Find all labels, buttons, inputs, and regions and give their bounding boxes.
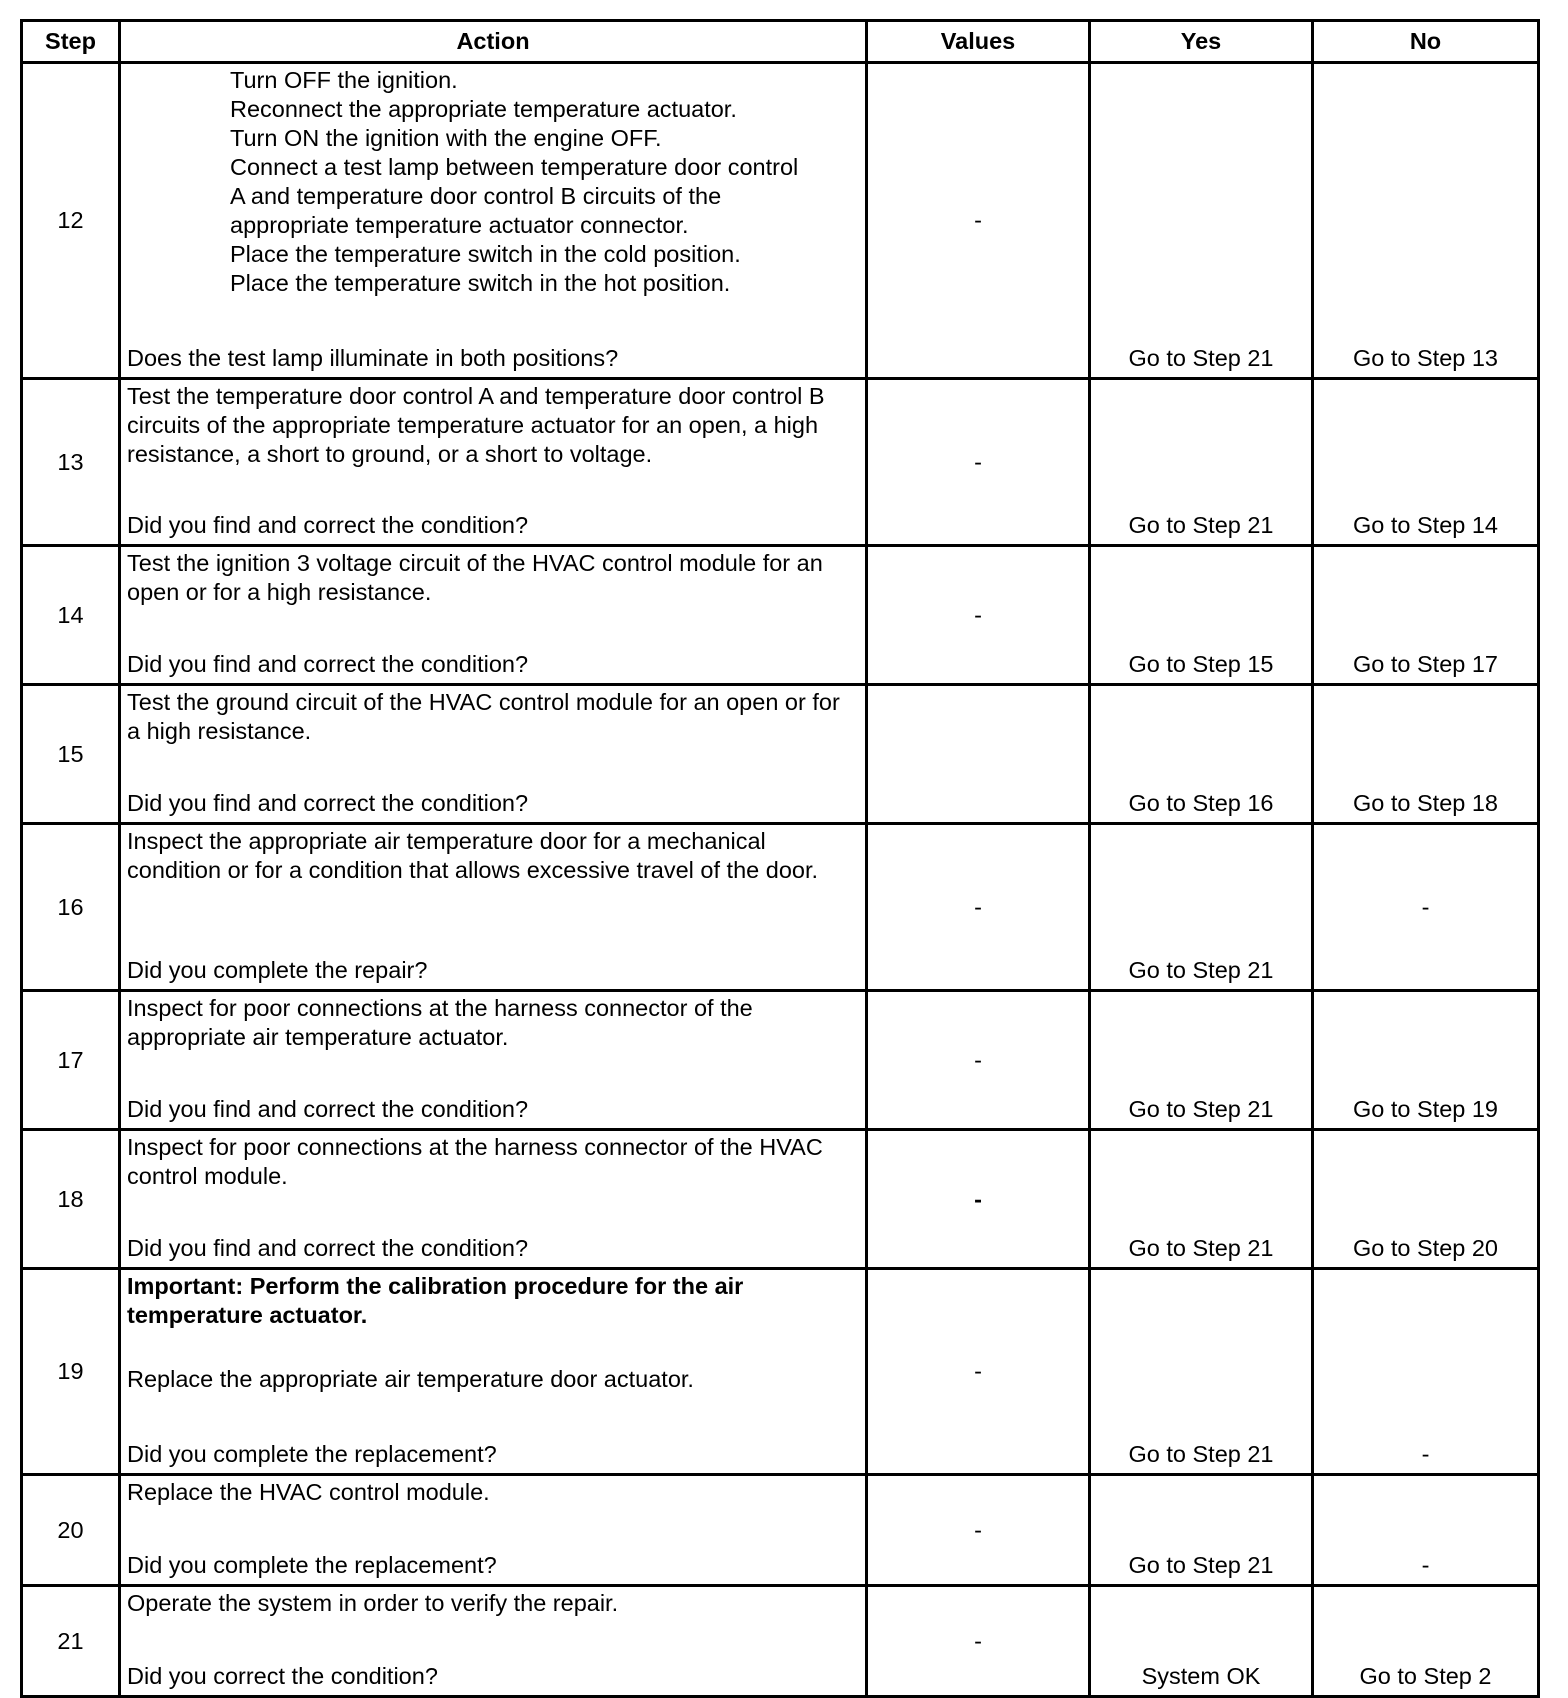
action-question: Does the test lamp illuminate in both positions? (127, 345, 619, 371)
table-row (22, 379, 1539, 546)
action-question: Did you find and correct the condition? (127, 1096, 529, 1122)
values-cell (867, 685, 1090, 824)
important-note: Important: Perform the calibration procedure for the air temperature actuator. (127, 1273, 744, 1328)
list-item: appropriate temperature actuator connector. (230, 212, 689, 238)
no-cell: Go to Step 17 (1313, 546, 1539, 685)
yes-cell: Go to Step 16 (1090, 685, 1313, 824)
list-item: Turn OFF the ignition. (230, 67, 458, 93)
action-question: Did you complete the repair? (127, 957, 428, 983)
no-cell: - (1313, 1475, 1539, 1586)
values-cell: - (867, 546, 1090, 685)
table-row (22, 685, 1539, 824)
values-cell: - (867, 63, 1090, 379)
yes-cell: Go to Step 21 (1090, 824, 1313, 991)
list-item: Reconnect the appropriate temperature actuator. (230, 96, 737, 122)
table-row (22, 63, 1539, 379)
list-item: Place the temperature switch in the hot position. (230, 270, 731, 296)
list-item: A and temperature door control B circuits of the (230, 183, 722, 209)
step-number: 19 (22, 1269, 120, 1475)
no-cell: - (1313, 1269, 1539, 1475)
list-item: Connect a test lamp between temperature door control (230, 154, 799, 180)
action-cell (120, 685, 867, 824)
header-row (22, 21, 1539, 63)
yes-cell: Go to Step 15 (1090, 546, 1313, 685)
list-item: Turn ON the ignition with the engine OFF. (230, 125, 662, 151)
yes-cell: Go to Step 21 (1090, 991, 1313, 1130)
no-cell: Go to Step 2 (1313, 1586, 1539, 1697)
values-cell: - (867, 991, 1090, 1130)
no-cell: Go to Step 14 (1313, 379, 1539, 546)
table-row (22, 1475, 1539, 1586)
action-cell (120, 991, 867, 1130)
yes-cell: Go to Step 21 (1090, 1130, 1313, 1269)
action-cell (120, 546, 867, 685)
no-cell: Go to Step 13 (1313, 63, 1539, 379)
values-cell: - (867, 1475, 1090, 1586)
no-cell: Go to Step 20 (1313, 1130, 1539, 1269)
action-cell (120, 824, 867, 991)
action-text: Inspect the appropriate air temperature door for a mechanical condition or for a condition that allows excessive travel of the door. (127, 828, 819, 883)
table-row (22, 546, 1539, 685)
no-cell: Go to Step 19 (1313, 991, 1539, 1130)
header-action: Action (120, 21, 867, 63)
action-question: Did you find and correct the condition? (127, 512, 529, 538)
diagnostic-table (20, 19, 1540, 1698)
values-cell: - (867, 824, 1090, 991)
action-text: Test the ground circuit of the HVAC control module for an open or for a high resistance. (127, 689, 840, 744)
list-item: Place the temperature switch in the cold position. (230, 241, 741, 267)
action-question: Did you find and correct the condition? (127, 651, 529, 677)
values-cell: - (867, 379, 1090, 546)
values-cell: - (867, 1586, 1090, 1697)
yes-cell: Go to Step 21 (1090, 63, 1313, 379)
action-cell (120, 1130, 867, 1269)
action-cell (120, 379, 867, 546)
no-cell: Go to Step 18 (1313, 685, 1539, 824)
step-number: 15 (22, 685, 120, 824)
action-question: Did you complete the replacement? (127, 1441, 497, 1467)
action-question: Did you find and correct the condition? (127, 1235, 529, 1261)
step-number: 13 (22, 379, 120, 546)
table-row (22, 1130, 1539, 1269)
yes-cell: System OK (1090, 1586, 1313, 1697)
step-number: 18 (22, 1130, 120, 1269)
step-number: 16 (22, 824, 120, 991)
action-cell (120, 1586, 867, 1697)
action-text: Replace the appropriate air temperature door actuator. (127, 1366, 694, 1392)
yes-cell: Go to Step 21 (1090, 1475, 1313, 1586)
values-cell: - (867, 1130, 1090, 1269)
table-row (22, 1586, 1539, 1697)
table-row (22, 1269, 1539, 1475)
action-steps-list (127, 66, 859, 298)
action-cell (120, 1475, 867, 1586)
header-values: Values (867, 21, 1090, 63)
yes-cell: Go to Step 21 (1090, 379, 1313, 546)
action-text: Test the temperature door control A and temperature door control B circuits of the appropriate temperature actuator for an open, a high resistance, a short to ground, or a short to voltage. (127, 383, 825, 467)
action-text: Inspect for poor connections at the harness connector of the appropriate air temperature actuator. (127, 995, 753, 1050)
action-question: Did you correct the condition? (127, 1663, 438, 1689)
table-row (22, 824, 1539, 991)
action-cell (120, 1269, 867, 1475)
step-number: 17 (22, 991, 120, 1130)
table-row (22, 991, 1539, 1130)
values-cell: - (867, 1269, 1090, 1475)
action-cell (120, 63, 867, 379)
action-question: Did you complete the replacement? (127, 1552, 497, 1578)
header-step: Step (22, 21, 120, 63)
step-number: 20 (22, 1475, 120, 1586)
header-no: No (1313, 21, 1539, 63)
step-number: 12 (22, 63, 120, 379)
no-cell: - (1313, 824, 1539, 991)
action-question: Did you find and correct the condition? (127, 790, 529, 816)
step-number: 21 (22, 1586, 120, 1697)
action-text: Operate the system in order to verify the repair. (127, 1590, 619, 1616)
header-yes: Yes (1090, 21, 1313, 63)
action-text: Replace the HVAC control module. (127, 1479, 490, 1505)
action-text: Inspect for poor connections at the harness connector of the HVAC control module. (127, 1134, 823, 1189)
yes-cell: Go to Step 21 (1090, 1269, 1313, 1475)
action-text: Test the ignition 3 voltage circuit of the HVAC control module for an open or for a high resistance. (127, 550, 823, 605)
step-number: 14 (22, 546, 120, 685)
